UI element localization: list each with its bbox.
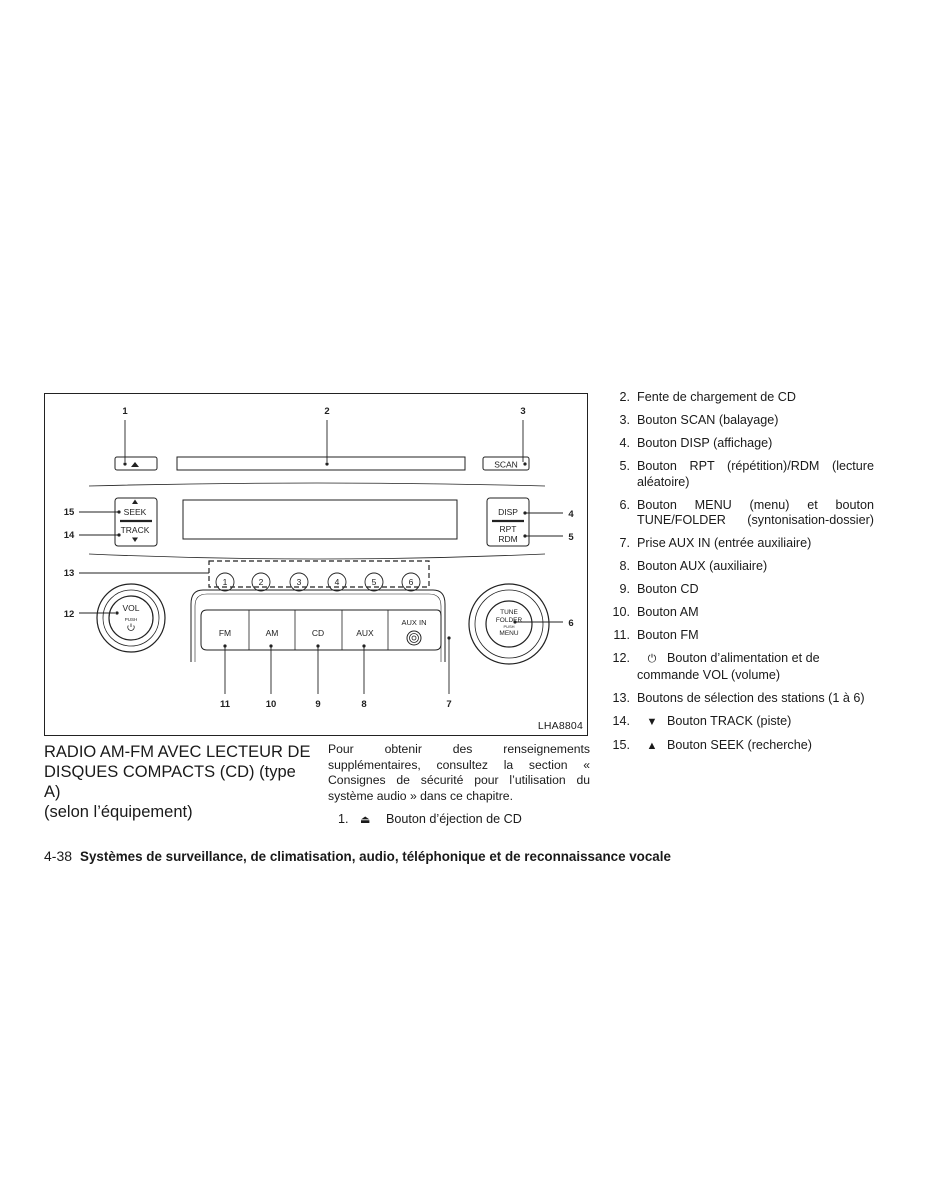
callout-15: 15 [63,507,75,518]
callout-9: 9 [315,699,321,710]
list-item: 15. ▲ Bouton SEEK (recherche) [606,738,874,755]
disp-label: DISP [498,507,518,517]
list-item: 3. Bouton SCAN (balayage) [619,413,779,427]
preset-group [209,561,429,587]
down-triangle-icon [132,538,138,543]
list-item: 6. Bouton MENU (menu) et bouton TUNE/FOLDER (syntonisation-dossier) [619,497,874,527]
callout-7: 7 [446,699,452,710]
list-item-1: 1. ⏏ Bouton d’éjection de CD [338,812,522,826]
callout-8: 8 [361,699,367,710]
list-item: 5. Bouton RPT (répétition)/RDM (lecture aléatoire) [619,459,874,489]
preset-5[interactable]: 5 [371,577,377,587]
preset-4[interactable]: 4 [334,577,340,587]
page-footer [44,848,671,864]
intro-paragraph: Pour obtenir des renseignements supplémentaires, consultez la section « Consignes de sécurité pour l’utilisation du système audio » dans ce chapitre. [328,742,590,803]
list-item: 8. Bouton AUX (auxiliaire) [619,559,768,573]
chapter-title: Systèmes de surveillance, de climatisation, audio, téléphonique et de reconnaissance vocale [80,849,671,864]
list-item: 14. ▼ Bouton TRACK (piste) [606,714,874,731]
rdm-label: RDM [498,534,518,544]
preset-3[interactable]: 3 [296,577,302,587]
preset-6[interactable]: 6 [408,577,414,587]
rpt-label: RPT [499,524,517,534]
folder-label: FOLDER [495,617,523,624]
power-icon: ⏻ [647,653,657,665]
eject-icon [131,462,139,467]
figure-code: LHA8804 [537,720,583,732]
up-triangle-icon [132,500,138,505]
menu-push-label: PUSH [503,624,515,629]
callout-1: 1 [122,406,128,417]
callout-13: 13 [63,568,75,579]
power-icon [128,624,134,631]
radio-figure [44,393,588,736]
callout-4: 4 [568,509,574,520]
aux-in-label: AUX IN [401,618,427,627]
callout-11: 11 [219,699,231,710]
eject-icon: ⏏ [360,813,371,826]
callout-3: 3 [520,406,526,417]
cd-slot [177,457,465,470]
track-label: TRACK [120,525,150,535]
component-list [606,390,874,762]
callout-12: 12 [63,609,75,620]
list-item: 4. Bouton DISP (affichage) [619,436,773,450]
callout-6: 6 [568,618,574,629]
up-triangle-icon: ▲ [646,739,658,752]
preset-2[interactable]: 2 [258,577,264,587]
page-number: 4-38 [44,848,73,864]
list-item: 10. Bouton AM [612,605,699,619]
scan-label: SCAN [494,459,518,470]
down-triangle-icon: ▼ [646,715,658,728]
list-item: 12. ⏻ Bouton d’alimentation et de commande VOL (volume) [612,651,820,682]
callout-2: 2 [324,406,330,417]
list-item: 13. Boutons de sélection des stations (1 à 6) [612,690,865,705]
list-item: 7. Prise AUX IN (entrée auxiliaire) [619,536,812,550]
list-item: 2. Fente de chargement de CD [619,390,796,404]
aux-button[interactable]: AUX [356,628,374,638]
fm-button[interactable]: FM [218,628,232,638]
preset-1[interactable]: 1 [222,577,228,587]
menu-label: MENU [499,630,519,637]
list-item: 11. Bouton FM [613,628,699,642]
tune-label: TUNE [500,609,518,616]
radio-diagram [45,394,589,737]
section-heading: RADIO AM-FM AVEC LECTEUR DE DISQUES COMPACTS (CD) (type A) (selon l’équipement) [44,743,311,821]
list-item: 9. Bouton CD [619,582,699,596]
callout-5: 5 [568,532,574,543]
vol-label: VOL [122,603,140,613]
callout-14: 14 [63,530,75,541]
cd-button[interactable]: CD [311,628,325,638]
callout-10: 10 [265,699,277,710]
display-screen [183,500,457,539]
am-button[interactable]: AM [265,628,279,638]
vol-push-label: PUSH [124,617,138,622]
seek-label: SEEK [123,507,147,517]
